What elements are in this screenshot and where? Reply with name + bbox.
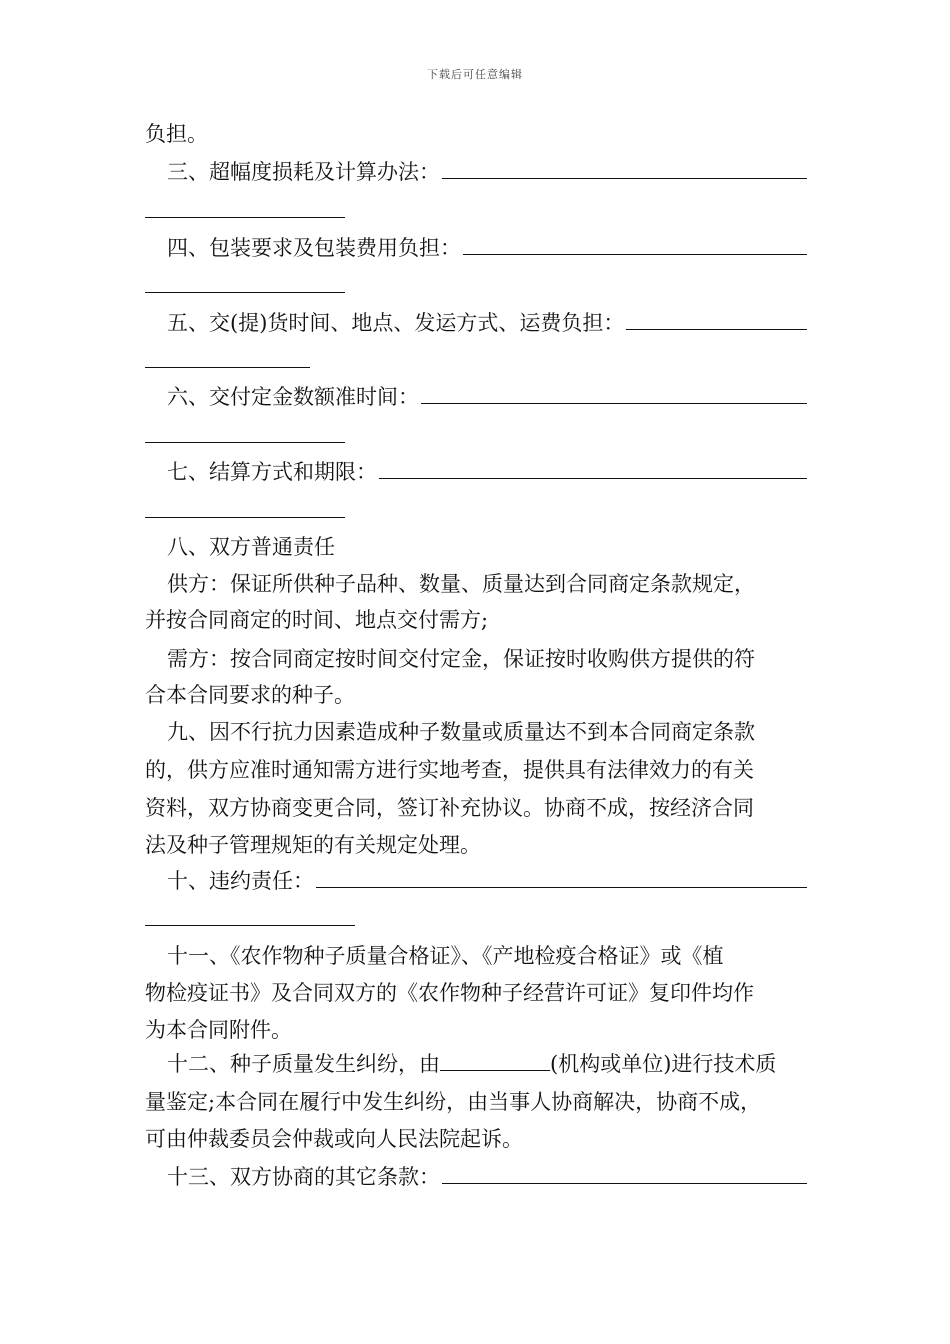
clause-6-blank-continued[interactable] bbox=[145, 442, 345, 443]
clause-11-line: 物检疫证书》及合同双方的《农作物种子经营许可证》复印件均作 bbox=[145, 981, 754, 1005]
clause-6-blank[interactable] bbox=[421, 383, 807, 404]
clause-11-line: 十一、《农作物种子质量合格证》、《产地检疫合格证》或《植 bbox=[167, 944, 724, 968]
clause-13-blank[interactable] bbox=[442, 1163, 807, 1184]
clause-9-line: 九、因不行抗力因素造成种子数量或质量达不到本合同商定条款 bbox=[167, 720, 755, 744]
clause-12-label: 十二、种子质量发生纠纷，由 bbox=[167, 1052, 440, 1076]
clause-10-label: 十、违约责任： bbox=[167, 869, 314, 893]
clause-5 bbox=[145, 309, 807, 337]
clause-4-blank[interactable] bbox=[463, 234, 807, 255]
clause-7 bbox=[145, 458, 807, 486]
buyer-duty-line: 需方：按合同商定按时间交付定金，保证按时收购供方提供的符 bbox=[167, 647, 755, 671]
clause-9-line: 法及种子管理规矩的有关规定处理。 bbox=[145, 833, 481, 857]
clause-12-blank[interactable] bbox=[440, 1050, 550, 1071]
clause-8-heading: 八、双方普通责任 bbox=[167, 535, 335, 559]
clause-12-label-suffix: (机构或单位)进行技术质 bbox=[550, 1052, 777, 1076]
clause-9-line: 资料，双方协商变更合同，签订补充协议。协商不成，按经济合同 bbox=[145, 796, 754, 820]
clause-6 bbox=[145, 383, 807, 411]
clause-3 bbox=[145, 158, 807, 186]
clause-3-blank-continued[interactable] bbox=[145, 217, 345, 218]
clause-7-label: 七、结算方式和期限： bbox=[167, 460, 377, 484]
clause-10 bbox=[145, 867, 807, 895]
clause-10-blank[interactable] bbox=[316, 867, 807, 888]
clause-13-label: 十三、双方协商的其它条款： bbox=[167, 1165, 440, 1189]
clause-11-line: 为本合同附件。 bbox=[145, 1018, 292, 1042]
paragraph-line: 负担。 bbox=[145, 122, 208, 146]
clause-12-line bbox=[145, 1050, 807, 1078]
clause-3-label: 三、超幅度损耗及计算办法： bbox=[167, 160, 440, 184]
clause-12-line: 量鉴定;本合同在履行中发生纠纷，由当事人协商解决，协商不成， bbox=[145, 1090, 762, 1114]
supplier-duty-line: 并按合同商定的时间、地点交付需方; bbox=[145, 608, 489, 632]
clause-10-blank-continued[interactable] bbox=[145, 925, 355, 926]
clause-4 bbox=[145, 234, 807, 262]
clause-6-label: 六、交付定金数额准时间： bbox=[167, 385, 419, 409]
clause-7-blank-continued[interactable] bbox=[145, 517, 345, 518]
clause-5-blank-continued[interactable] bbox=[145, 367, 310, 368]
clause-5-blank[interactable] bbox=[626, 309, 807, 330]
clause-5-label: 五、交(提)货时间、地点、发运方式、运费负担： bbox=[167, 311, 625, 335]
buyer-duty-line: 合本合同要求的种子。 bbox=[145, 683, 355, 707]
clause-4-blank-continued[interactable] bbox=[145, 292, 345, 293]
clause-12-line: 可由仲裁委员会仲裁或向人民法院起诉。 bbox=[145, 1127, 523, 1151]
supplier-duty-line: 供方：保证所供种子品种、数量、质量达到合同商定条款规定， bbox=[167, 572, 755, 596]
page-header: 下载后可任意编辑 bbox=[427, 68, 523, 81]
clause-13 bbox=[145, 1163, 807, 1191]
clause-9-line: 的，供方应准时通知需方进行实地考查，提供具有法律效力的有关 bbox=[145, 758, 754, 782]
clause-3-blank[interactable] bbox=[442, 158, 807, 179]
clause-7-blank[interactable] bbox=[379, 458, 807, 479]
clause-4-label: 四、包装要求及包装费用负担： bbox=[167, 236, 461, 260]
